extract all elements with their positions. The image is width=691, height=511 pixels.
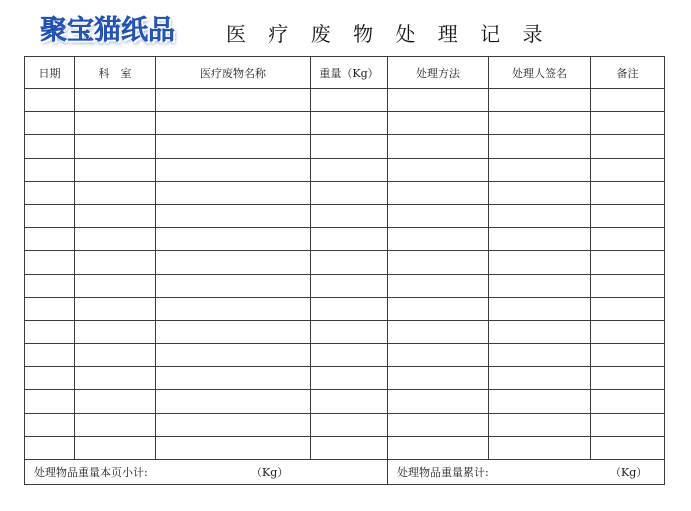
weight-cell[interactable] xyxy=(311,436,388,459)
method-cell[interactable] xyxy=(388,390,489,413)
remarks-cell[interactable] xyxy=(591,320,665,343)
method-cell[interactable] xyxy=(388,320,489,343)
department-cell[interactable] xyxy=(75,344,156,367)
waste-name-cell[interactable] xyxy=(156,436,311,459)
table-row xyxy=(25,251,665,274)
waste-name-cell[interactable] xyxy=(156,181,311,204)
remarks-cell[interactable] xyxy=(591,181,665,204)
subtotal-cell[interactable] xyxy=(25,460,388,485)
weight-cell[interactable] xyxy=(311,251,388,274)
signature-cell[interactable] xyxy=(489,297,591,320)
department-cell[interactable] xyxy=(75,413,156,436)
remarks-cell[interactable] xyxy=(591,344,665,367)
weight-cell[interactable] xyxy=(311,89,388,112)
method-cell[interactable] xyxy=(388,181,489,204)
department-cell[interactable] xyxy=(75,228,156,251)
header-waste-name: 医疗废物名称 xyxy=(156,57,311,89)
weight-cell[interactable] xyxy=(311,112,388,135)
table-row xyxy=(25,344,665,367)
waste-name-cell[interactable] xyxy=(156,158,311,181)
department-cell[interactable] xyxy=(75,297,156,320)
remarks-cell[interactable] xyxy=(591,274,665,297)
table-row xyxy=(25,274,665,297)
brand-logo: 聚宝猫纸品 xyxy=(40,15,175,46)
method-cell[interactable] xyxy=(388,204,489,227)
date-cell[interactable] xyxy=(25,344,75,367)
signature-cell[interactable] xyxy=(489,158,591,181)
date-cell[interactable] xyxy=(25,251,75,274)
waste-record-table xyxy=(24,56,665,485)
method-cell[interactable] xyxy=(388,274,489,297)
date-cell[interactable] xyxy=(25,413,75,436)
table-row xyxy=(25,297,665,320)
record-rows xyxy=(25,89,665,460)
date-cell[interactable] xyxy=(25,297,75,320)
method-cell[interactable] xyxy=(388,297,489,320)
date-cell[interactable] xyxy=(25,436,75,459)
weight-cell[interactable] xyxy=(311,204,388,227)
department-cell[interactable] xyxy=(75,112,156,135)
signature-cell[interactable] xyxy=(489,112,591,135)
waste-name-cell[interactable] xyxy=(156,135,311,158)
method-cell[interactable] xyxy=(388,413,489,436)
date-cell[interactable] xyxy=(25,367,75,390)
department-cell[interactable] xyxy=(75,135,156,158)
header-department: 科 室 xyxy=(75,57,156,89)
signature-cell[interactable] xyxy=(489,320,591,343)
subtotal-unit: （Kg） xyxy=(251,466,289,479)
remarks-cell[interactable] xyxy=(591,297,665,320)
waste-name-cell[interactable] xyxy=(156,251,311,274)
remarks-cell[interactable] xyxy=(591,413,665,436)
department-cell[interactable] xyxy=(75,181,156,204)
table-row xyxy=(25,367,665,390)
method-cell[interactable] xyxy=(388,251,489,274)
department-cell[interactable] xyxy=(75,320,156,343)
signature-cell[interactable] xyxy=(489,204,591,227)
department-cell[interactable] xyxy=(75,436,156,459)
signature-cell[interactable] xyxy=(489,89,591,112)
table-row xyxy=(25,413,665,436)
table-row xyxy=(25,390,665,413)
date-cell[interactable] xyxy=(25,228,75,251)
header-method: 处理方法 xyxy=(388,57,489,89)
date-cell[interactable] xyxy=(25,274,75,297)
department-cell[interactable] xyxy=(75,158,156,181)
date-cell[interactable] xyxy=(25,181,75,204)
department-cell[interactable] xyxy=(75,367,156,390)
footer-row xyxy=(25,460,665,485)
waste-name-cell[interactable] xyxy=(156,390,311,413)
table-row xyxy=(25,158,665,181)
table-row xyxy=(25,320,665,343)
signature-cell[interactable] xyxy=(489,436,591,459)
weight-cell[interactable] xyxy=(311,367,388,390)
table-row xyxy=(25,89,665,112)
waste-name-cell[interactable] xyxy=(156,274,311,297)
table-row xyxy=(25,228,665,251)
table-row xyxy=(25,181,665,204)
remarks-cell[interactable] xyxy=(591,204,665,227)
document-title: 医 疗 废 物 处 理 记 录 xyxy=(226,22,551,46)
weight-cell[interactable] xyxy=(311,228,388,251)
weight-cell[interactable] xyxy=(311,390,388,413)
method-cell[interactable] xyxy=(388,135,489,158)
department-cell[interactable] xyxy=(75,204,156,227)
header-signature: 处理人签名 xyxy=(489,57,591,89)
signature-cell[interactable] xyxy=(489,344,591,367)
weight-cell[interactable] xyxy=(311,297,388,320)
weight-cell[interactable] xyxy=(311,158,388,181)
header-row xyxy=(25,57,665,89)
date-cell[interactable] xyxy=(25,204,75,227)
waste-name-cell[interactable] xyxy=(156,297,311,320)
date-cell[interactable] xyxy=(25,158,75,181)
date-cell[interactable] xyxy=(25,320,75,343)
subtotal-label: 处理物品重量本页小计: xyxy=(34,466,148,479)
weight-cell[interactable] xyxy=(311,344,388,367)
remarks-cell[interactable] xyxy=(591,89,665,112)
header-weight: 重量（Kg） xyxy=(311,57,388,89)
header-remarks: 备注 xyxy=(591,57,665,89)
remarks-cell[interactable] xyxy=(591,158,665,181)
weight-cell[interactable] xyxy=(311,135,388,158)
remarks-cell[interactable] xyxy=(591,436,665,459)
waste-name-cell[interactable] xyxy=(156,89,311,112)
remarks-cell[interactable] xyxy=(591,367,665,390)
cumulative-label: 处理物品重量累计: xyxy=(397,466,489,479)
department-cell[interactable] xyxy=(75,89,156,112)
department-cell[interactable] xyxy=(75,251,156,274)
signature-cell[interactable] xyxy=(489,390,591,413)
method-cell[interactable] xyxy=(388,367,489,390)
signature-cell[interactable] xyxy=(489,367,591,390)
remarks-cell[interactable] xyxy=(591,112,665,135)
waste-name-cell[interactable] xyxy=(156,320,311,343)
weight-cell[interactable] xyxy=(311,320,388,343)
waste-name-cell[interactable] xyxy=(156,204,311,227)
signature-cell[interactable] xyxy=(489,228,591,251)
signature-cell[interactable] xyxy=(489,274,591,297)
signature-cell[interactable] xyxy=(489,181,591,204)
waste-name-cell[interactable] xyxy=(156,344,311,367)
signature-cell[interactable] xyxy=(489,135,591,158)
signature-cell[interactable] xyxy=(489,413,591,436)
department-cell[interactable] xyxy=(75,390,156,413)
waste-name-cell[interactable] xyxy=(156,112,311,135)
waste-name-cell[interactable] xyxy=(156,228,311,251)
waste-name-cell[interactable] xyxy=(156,413,311,436)
weight-cell[interactable] xyxy=(311,413,388,436)
weight-cell[interactable] xyxy=(311,274,388,297)
signature-cell[interactable] xyxy=(489,251,591,274)
method-cell[interactable] xyxy=(388,228,489,251)
header-date: 日期 xyxy=(25,57,75,89)
method-cell[interactable] xyxy=(388,344,489,367)
method-cell[interactable] xyxy=(388,158,489,181)
cumulative-cell[interactable] xyxy=(388,460,665,485)
remarks-cell[interactable] xyxy=(591,251,665,274)
weight-cell[interactable] xyxy=(311,181,388,204)
date-cell[interactable] xyxy=(25,112,75,135)
department-cell[interactable] xyxy=(75,274,156,297)
date-cell[interactable] xyxy=(25,135,75,158)
table-row xyxy=(25,204,665,227)
table-row xyxy=(25,112,665,135)
method-cell[interactable] xyxy=(388,112,489,135)
waste-name-cell[interactable] xyxy=(156,367,311,390)
table-row xyxy=(25,436,665,459)
remarks-cell[interactable] xyxy=(591,135,665,158)
date-cell[interactable] xyxy=(25,89,75,112)
table-row xyxy=(25,135,665,158)
date-cell[interactable] xyxy=(25,390,75,413)
method-cell[interactable] xyxy=(388,436,489,459)
remarks-cell[interactable] xyxy=(591,390,665,413)
cumulative-unit: （Kg） xyxy=(610,466,648,479)
method-cell[interactable] xyxy=(388,89,489,112)
remarks-cell[interactable] xyxy=(591,228,665,251)
